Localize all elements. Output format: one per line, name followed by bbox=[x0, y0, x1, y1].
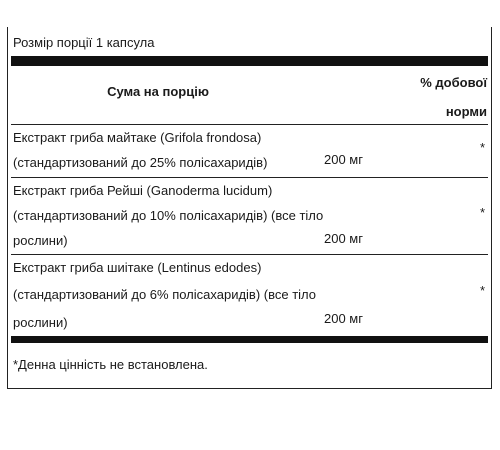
ingredient-3-line-1: Екстракт гриба шиітаке (Lentinus edodes) bbox=[13, 260, 262, 275]
footnote: *Денна цінність не встановлена. bbox=[13, 357, 208, 372]
daily-value-header-line1: % добової bbox=[420, 75, 487, 90]
ingredient-2-line-1: Екстракт гриба Рейші (Ganoderma lucidum) bbox=[13, 183, 273, 198]
ingredient-1-line-1: Екстракт гриба майтаке (Grifola frondosa) bbox=[13, 130, 262, 145]
ingredient-2-daily-value: * bbox=[479, 205, 485, 220]
ingredient-1-amount: 200 мг bbox=[324, 152, 363, 167]
ingredient-2-line-3: рослини) bbox=[13, 233, 68, 248]
header-divider bbox=[11, 124, 488, 125]
ingredient-1-daily-value: * bbox=[479, 140, 485, 155]
daily-value-header bbox=[397, 68, 487, 126]
ingredient-3-line-3: рослини) bbox=[13, 315, 68, 330]
ingredient-1-line-2: (стандартизований до 25% полісахаридів) bbox=[13, 155, 268, 170]
supplement-facts-panel bbox=[7, 27, 492, 389]
ingredient-2-amount: 200 мг bbox=[324, 231, 363, 246]
daily-value-header-line2: норми bbox=[445, 104, 487, 119]
ingredient-divider bbox=[11, 254, 488, 255]
ingredient-3-daily-value: * bbox=[479, 283, 485, 298]
amount-per-serving-header: Сума на порцію bbox=[107, 84, 209, 99]
ingredient-3-line-2: (стандартизований до 6% полісахаридів) (все тіло bbox=[13, 287, 317, 302]
serving-size: Розмір порції 1 капсула bbox=[13, 35, 155, 50]
ingredient-divider bbox=[11, 177, 488, 178]
ingredient-2-line-2: (стандартизований до 10% полісахаридів) (все тіло bbox=[13, 208, 324, 223]
ingredient-3-amount: 200 мг bbox=[324, 311, 363, 326]
thick-divider-top bbox=[11, 56, 488, 66]
thick-divider-bottom bbox=[11, 336, 488, 343]
